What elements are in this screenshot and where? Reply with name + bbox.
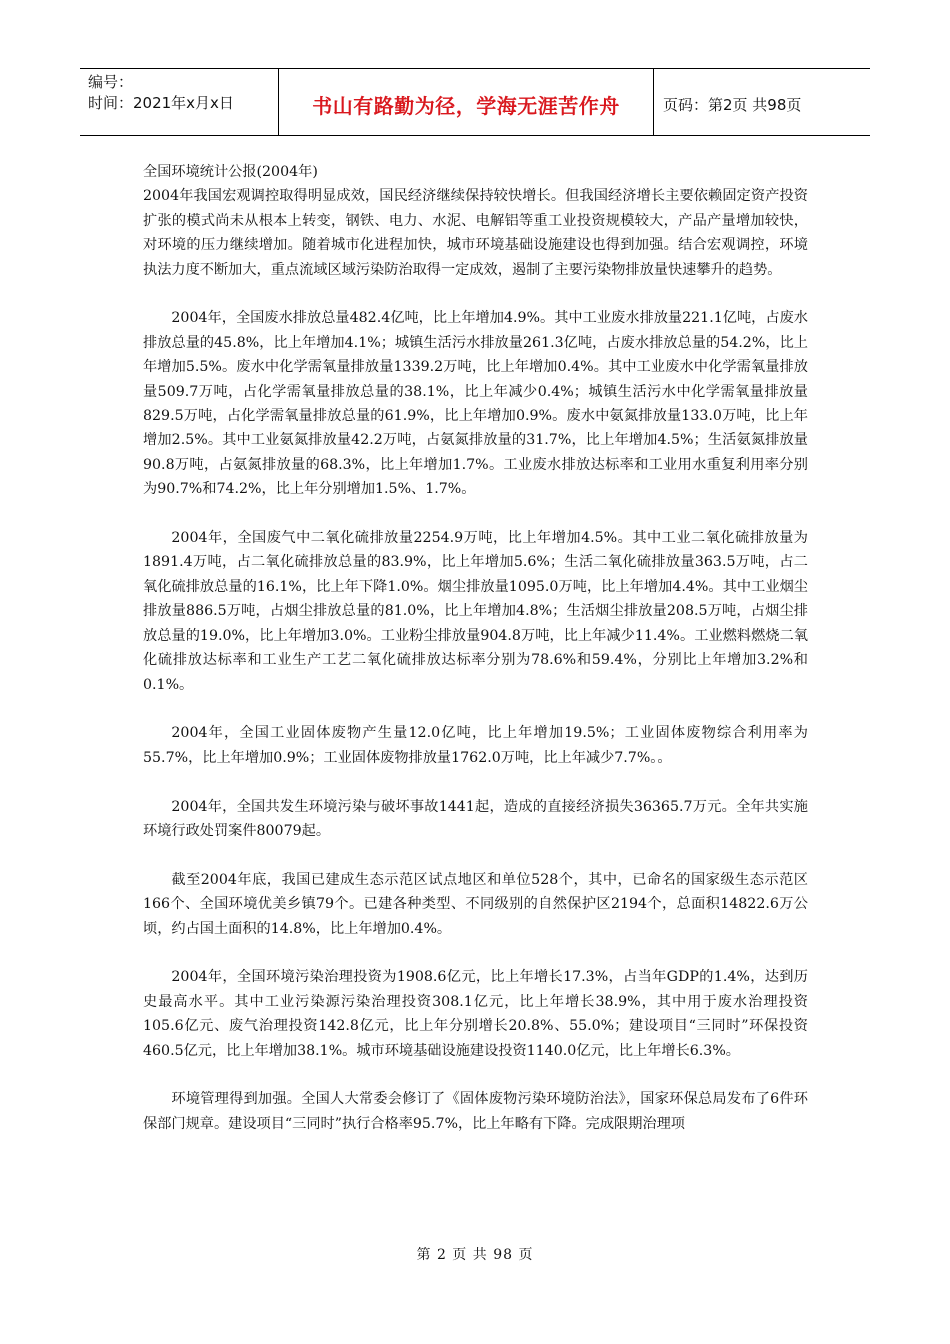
paragraph-solid-waste: 2004年，全国工业固体废物产生量12.0亿吨，比上年增加19.5%；工业固体废物综合利用率为55.7%，比上年增加0.9%；工业固体废物排放量1762.0万吨，比上年减少7.7%。。 — [143, 725, 808, 766]
header-page-info: 页码：第2页 共98页 — [663, 95, 802, 114]
document-title: 全国环境统计公报(2004年) — [143, 164, 318, 180]
header-motto-cell — [279, 69, 654, 135]
page-header — [80, 68, 870, 136]
header-page-cell — [654, 69, 870, 135]
header-motto: 书山有路勤为径，学海无涯苦作舟 — [312, 93, 620, 118]
page-footer: 第 2 页 共 98 页 — [416, 1247, 534, 1263]
document-body — [143, 160, 808, 1136]
paragraph-wastewater: 2004年，全国废水排放总量482.4亿吨，比上年增加4.9%。其中工业废水排放量221.1亿吨，占废水排放总量的45.8%，比上年增加4.1%；城镇生活污水排放量261.3亿吨，占废水排放总量的54.2%，比上年增加5.5%。废水中化学需氧量排放量1339.2万吨，比上年增加0.4%。其中工业废水中化学需氧量排放量509.7万吨，占化学需氧量排放总量的38.1%，比上年减少0.4%；城镇生活污水中化学需氧量排放量829.5万吨，占化学需氧量排放总量的61.9%，比上年增加0.9%。废水中氨氮排放量133.0万吨，比上年增加2.5%。其中工业氨氮排放量42.2万吨，占氨氮排放量的31.7%，比上年增加4.5%；生活氨氮排放量90.8万吨，占氨氮排放量的68.3%，比上年增加1.7%。工业废水排放达标率和工业用水重复利用率分别为90.7%和74.2%，比上年分别增加1.5%、1.7%。 — [143, 310, 808, 498]
intro-paragraph: 2004年我国宏观调控取得明显成效，国民经济继续保持较快增长。但我国经济增长主要依赖固定资产投资扩张的模式尚未从根本上转变，钢铁、电力、水泥、电解铝等重工业投资规模较大，产品产量增加较快，对环境的压力继续增加。随着城市化进程加快，城市环境基础设施建设也得到加强。结合宏观调控，环境执法力度不断加大，重点流域区域污染防治取得一定成效，遏制了主要污染物排放量快速攀升的趋势。 — [143, 188, 808, 278]
paragraph-ecological-demo: 截至2004年底，我国已建成生态示范区试点地区和单位528个，其中，已命名的国家级生态示范区166个、全国环境优美乡镇79个。已建各种类型、不同级别的自然保护区2194个，总面积14822.6万公顷，约占国土面积的14.8%，比上年增加0.4%。 — [143, 871, 808, 937]
document-number-label: 编号： — [88, 73, 134, 91]
document-time-label: 时间：2021年x月x日 — [88, 94, 234, 112]
paragraph-waste-gas: 2004年，全国废气中二氧化硫排放量2254.9万吨，比上年增加4.5%。其中工业二氧化硫排放量为1891.4万吨，占二氧化硫排放总量的83.9%，比上年增加5.6%；生活二氧化硫排放量363.5万吨，占二氧化硫排放总量的16.1%，比上年下降1.0%。烟尘排放量1095.0万吨，比上年增加4.4%。其中工业烟尘排放量886.5万吨，占烟尘排放总量的81.0%，比上年增加4.8%；生活烟尘排放量208.5万吨，占烟尘排放总量的19.0%，比上年增加3.0%。工业粉尘排放量904.8万吨，比上年减少11.4%。工业燃料燃烧二氧化硫排放达标率和工业生产工艺二氧化硫排放达标率分别为78.6%和59.4%，分别比上年增加3.2%和0.1%。 — [143, 530, 808, 693]
header-meta-cell — [80, 69, 279, 135]
paragraph-environment-management: 环境管理得到加强。全国人大常委会修订了《固体废物污染环境防治法》，国家环保总局发布了6件环保部门规章。建设项目“三同时”执行合格率95.7%，比上年略有下降。完成限期治理项 — [143, 1091, 808, 1132]
paragraph-investment: 2004年，全国环境污染治理投资为1908.6亿元，比上年增长17.3%，占当年GDP的1.4%，达到历史最高水平。其中工业污染源污染治理投资308.1亿元，比上年增长38.9%，其中用于废水治理投资105.6亿元、废气治理投资142.8亿元，比上年分别增长20.8%、55.0%；建设项目“三同时”环保投资460.5亿元，比上年增加38.1%。城市环境基础设施建设投资1140.0亿元，比上年增长6.3%。 — [143, 969, 808, 1059]
paragraph-pollution-accidents: 2004年，全国共发生环境污染与破坏事故1441起，造成的直接经济损失36365.7万元。全年共实施环境行政处罚案件80079起。 — [143, 798, 808, 839]
